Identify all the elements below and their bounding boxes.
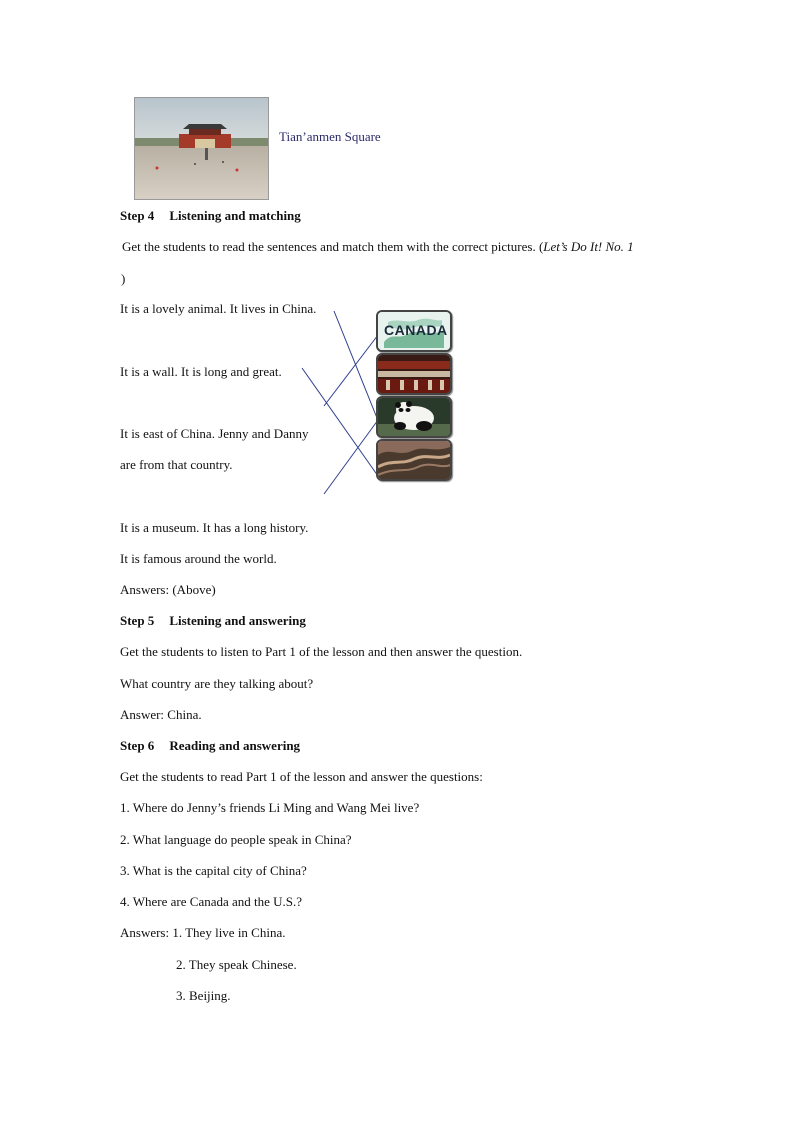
step6-question-3: 3. What is the capital city of China? (120, 863, 307, 878)
photo-caption: Tian’anmen Square (279, 129, 381, 144)
step6-title: Reading and answering (169, 738, 301, 753)
sentence-canada-1: It is east of China. Jenny and Danny (120, 426, 309, 441)
sentence-panda: It is a lovely animal. It lives in China. (120, 301, 317, 316)
step5-instruction: Get the students to listen to Part 1 of the lesson and then answer the question. (120, 644, 523, 659)
canada-flag-icon (376, 310, 452, 352)
match-line-canada (324, 335, 378, 406)
step5-heading (120, 613, 306, 629)
sentence-wall: It is a wall. It is long and great. (120, 364, 282, 379)
step5-number: Step 5 (120, 613, 155, 628)
step5-answer: Answer: China. (120, 707, 202, 722)
step4-instruction: Get the students to read the sentences and match them with the correct pictures. (Let’s Do It! No. 1 (122, 239, 634, 254)
great-wall-icon (376, 439, 452, 481)
step6-answers-label: Answers: 1. They live in China. (120, 925, 286, 940)
step6-question-2: 2. What language do people speak in China? (120, 832, 352, 847)
step4-answers: Answers: (Above) (120, 582, 216, 597)
step6-question-4: 4. Where are Canada and the U.S.? (120, 894, 303, 909)
sentence-museum-2: It is famous around the world. (120, 551, 277, 566)
match-line-museum (324, 420, 378, 494)
step4-number: Step 4 (120, 208, 155, 223)
instruction-reference: Let’s Do It! No. 1 (543, 239, 634, 254)
step6-heading (120, 738, 300, 754)
step6-question-1: 1. Where do Jenny’s friends Li Ming and Wang Mei live? (120, 800, 420, 815)
museum-icon (376, 353, 452, 395)
panda-icon (376, 396, 452, 438)
sentence-canada-2: are from that country. (120, 457, 233, 472)
step6-number: Step 6 (120, 738, 155, 753)
canada-label: CANADA (384, 322, 448, 338)
step4-title: Listening and matching (169, 208, 301, 223)
instruction-close-paren: ) (121, 271, 126, 286)
step6-instruction: Get the students to read Part 1 of the lesson and answer the questions: (120, 769, 483, 784)
step6-answer-3: 3. Beijing. (176, 988, 231, 1003)
sentence-museum-1: It is a museum. It has a long history. (120, 520, 309, 535)
step5-question: What country are they talking about? (120, 676, 314, 691)
step6-answer-2: 2. They speak Chinese. (176, 957, 297, 972)
step5-title: Listening and answering (169, 613, 306, 628)
